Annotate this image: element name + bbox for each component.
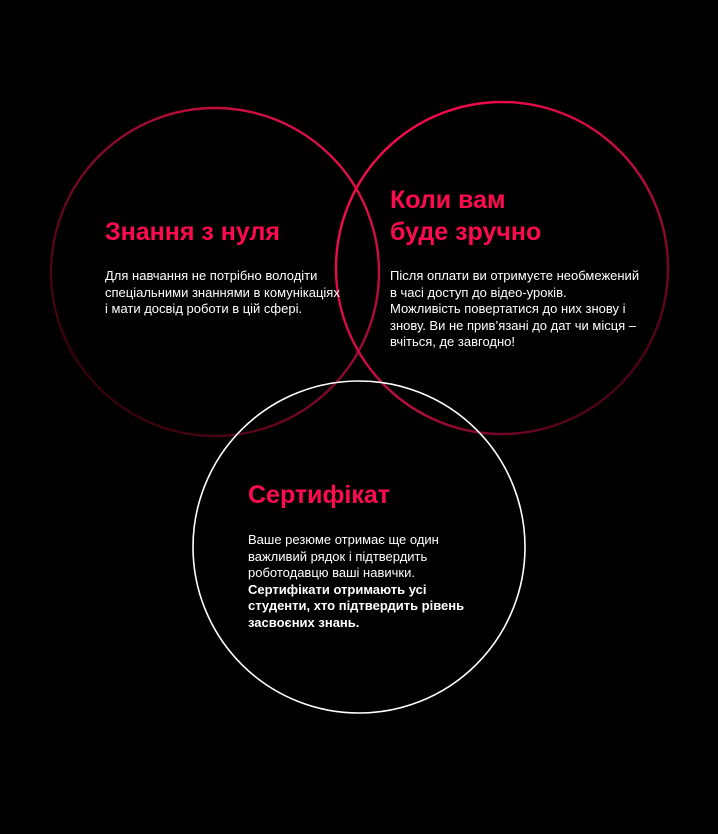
certificate-title: Сертифікат <box>248 481 390 509</box>
convenient-time-title: Коли вам буде зручно <box>390 186 542 246</box>
certificate-block <box>248 479 488 631</box>
certificate-text <box>248 532 488 631</box>
convenient-time-block <box>390 184 640 351</box>
certificate-text-emphasis: Сертифікати отримають усі студенти, хто підтвердить рівень засвоєних знань. <box>248 581 465 630</box>
convenient-time-text: Після оплати ви отримуєте необмежений в часі доступ до відео-уроків. Можливість повертатися до них знову і знову. Ви не прив’язані до дат чи місця – вчіться, де завгодно! <box>390 268 640 349</box>
certificate-text-regular: Ваше резюме отримає ще один важливий рядок і підтвердить роботодавцю ваші навички. <box>248 532 439 580</box>
knowledge-title: Знання з нуля <box>105 218 280 246</box>
knowledge-text: Для навчання не потрібно володіти спеціальними знаннями в комунікаціях і мати досвід роботи в цій сфері. <box>105 268 340 316</box>
knowledge-from-scratch-block <box>105 216 345 318</box>
